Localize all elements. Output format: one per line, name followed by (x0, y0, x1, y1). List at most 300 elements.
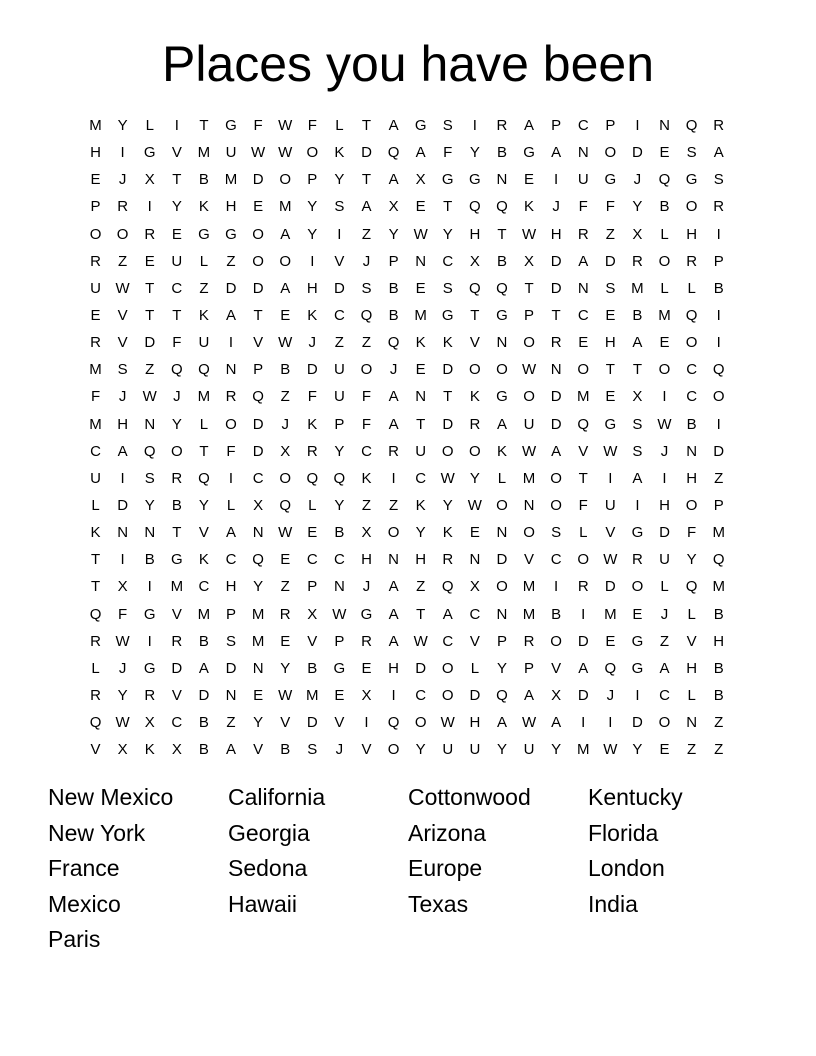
grid-letter: R (279, 605, 291, 623)
grid-letter: T (443, 198, 453, 216)
grid-letter: G (170, 551, 183, 569)
grid-letter: W (603, 442, 618, 460)
grid-letter: A (524, 687, 535, 705)
grid-letter: A (388, 415, 399, 433)
grid-letter: T (497, 225, 507, 243)
grid-letter: D (604, 252, 616, 270)
grid-letter: Y (253, 714, 264, 732)
grid-letter: O (712, 388, 725, 406)
word-list-item: California (228, 784, 326, 810)
word-list-item: Florida (588, 819, 659, 846)
grid-letter: N (577, 279, 589, 297)
grid-letter: K (524, 198, 535, 216)
grid-letter: P (713, 252, 724, 270)
grid-letter: B (198, 632, 209, 650)
grid-letter: G (469, 171, 481, 189)
grid-letter: Y (686, 551, 697, 569)
grid-letter: C (577, 307, 589, 325)
grid-letter: O (523, 524, 535, 542)
grid-row (82, 601, 732, 628)
grid-letter: D (550, 388, 562, 406)
grid-letter: W (115, 632, 130, 650)
grid-letter: Q (387, 334, 400, 352)
grid-letter: A (632, 469, 643, 487)
grid-letter: T (416, 415, 426, 433)
grid-letter: D (252, 415, 264, 433)
grid-letter: Y (442, 497, 453, 515)
grid-letter: O (225, 415, 237, 433)
grid-row (82, 221, 732, 248)
grid-letter: Z (714, 741, 724, 759)
grid-letter: A (388, 117, 399, 135)
grid-letter: M (414, 307, 427, 325)
grid-letter: Y (171, 198, 182, 216)
grid-letter: R (713, 117, 725, 135)
grid-letter: H (686, 225, 698, 243)
grid-letter: Z (118, 252, 128, 270)
grid-letter: Q (441, 578, 454, 596)
grid-letter: E (144, 252, 155, 270)
grid-letter: E (280, 307, 291, 325)
grid-letter: O (604, 144, 617, 162)
grid-letter: B (713, 659, 724, 677)
grid-letter: M (576, 741, 590, 759)
grid-letter: K (198, 198, 209, 216)
grid-letter: I (120, 144, 125, 162)
grid-letter: C (333, 551, 345, 569)
grid-letter: L (687, 605, 696, 623)
grid-letter: P (713, 497, 724, 515)
grid-letter: L (660, 225, 669, 243)
grid-letter: V (253, 741, 264, 759)
grid-letter: K (144, 741, 155, 759)
grid-letter: A (388, 605, 399, 623)
grid-letter: F (687, 524, 697, 542)
grid-letter: X (632, 388, 643, 406)
grid-letter: D (632, 714, 643, 732)
grid-letter: Z (388, 497, 399, 515)
grid-letter: U (90, 469, 101, 487)
grid-letter: S (361, 279, 372, 297)
grid-letter: G (441, 171, 454, 189)
grid-row (82, 628, 732, 655)
grid-letter: E (605, 388, 616, 406)
grid-row (82, 573, 732, 600)
grid-letter: H (117, 415, 129, 433)
grid-letter: Z (280, 578, 290, 596)
grid-letter: P (334, 415, 345, 433)
grid-letter: U (198, 334, 210, 352)
grid-letter: H (713, 632, 725, 650)
grid-letter: P (253, 361, 264, 379)
word-list-item: New York (48, 819, 146, 846)
grid-letter: V (117, 307, 128, 325)
grid-letter: C (90, 442, 101, 460)
grid-letter: A (198, 659, 209, 677)
grid-letter: S (307, 741, 318, 759)
grid-letter: R (713, 198, 725, 216)
grid-letter: X (307, 605, 318, 623)
grid-letter: P (334, 632, 345, 650)
grid-letter: T (199, 117, 209, 135)
grid-letter: O (496, 361, 508, 379)
grid-letter: O (387, 524, 400, 542)
grid-letter: W (467, 497, 482, 515)
grid-letter: L (470, 659, 480, 677)
grid-letter: W (521, 361, 537, 379)
grid-letter: H (361, 551, 372, 569)
grid-letter: A (361, 198, 372, 216)
grid-letter: I (635, 687, 640, 705)
grid-letter: N (469, 551, 481, 569)
grid-letter: R (523, 632, 535, 650)
grid-letter: U (523, 415, 535, 433)
grid-letter: G (143, 144, 156, 162)
grid-letter: E (280, 632, 291, 650)
grid-letter: D (632, 144, 643, 162)
grid-letter: O (496, 497, 508, 515)
grid-letter: T (90, 578, 101, 596)
grid-letter: R (171, 469, 183, 487)
grid-letter: I (608, 714, 613, 732)
grid-letter: O (658, 252, 671, 270)
grid-letter: O (170, 442, 183, 460)
grid-letter: Q (143, 442, 156, 460)
grid-letter: B (144, 551, 155, 569)
grid-letter: Q (170, 361, 183, 379)
grid-letter: L (660, 279, 669, 297)
grid-letter: L (497, 469, 507, 487)
grid-letter: Y (469, 469, 480, 487)
word-list-item: France (48, 855, 120, 881)
grid-letter: Y (632, 198, 643, 216)
grid-letter: I (472, 117, 477, 135)
grid-letter: X (117, 578, 128, 596)
word-list-item: Hawaii (228, 890, 298, 917)
grid-letter: K (442, 524, 453, 542)
grid-letter: E (469, 524, 480, 542)
grid-letter: A (415, 144, 426, 162)
grid-letter: L (687, 687, 696, 705)
grid-letter: C (550, 551, 562, 569)
grid-letter: J (362, 252, 371, 270)
grid-letter: Q (306, 469, 319, 487)
grid-letter: F (578, 497, 588, 515)
grid-letter: Y (144, 497, 155, 515)
grid-letter: V (578, 442, 589, 460)
grid-letter: Z (361, 225, 372, 243)
grid-letter: U (604, 497, 616, 515)
grid-letter: Y (334, 171, 345, 189)
grid-letter: C (252, 469, 264, 487)
grid-letter: H (550, 225, 562, 243)
grid-letter: V (117, 334, 128, 352)
grid-letter: V (686, 632, 697, 650)
grid-letter: M (170, 578, 184, 596)
grid-letter: E (659, 144, 670, 162)
grid-letter: G (604, 415, 617, 433)
grid-letter: A (551, 442, 562, 460)
grid-letter: S (442, 279, 453, 297)
grid-letter: D (604, 578, 616, 596)
grid-letter: N (577, 144, 589, 162)
grid-letter: A (388, 632, 399, 650)
grid-letter: K (90, 524, 101, 542)
grid-letter: L (308, 497, 317, 515)
grid-letter: G (631, 632, 644, 650)
grid-letter: S (686, 144, 697, 162)
grid-letter: V (280, 714, 291, 732)
grid-letter: E (171, 225, 182, 243)
grid-letter: D (117, 497, 129, 515)
grid-letter: R (117, 198, 129, 216)
grid-letter: Y (117, 687, 128, 705)
grid-letter: Y (442, 225, 453, 243)
grid-letter: B (388, 307, 399, 325)
grid-letter: E (415, 279, 426, 297)
grid-letter: N (496, 605, 508, 623)
grid-letter: N (686, 714, 698, 732)
grid-letter: O (550, 497, 562, 515)
grid-letter: B (198, 741, 209, 759)
grid-letter: D (225, 659, 237, 677)
grid-letter: V (361, 741, 372, 759)
grid-letter: V (171, 605, 182, 623)
grid-letter: W (440, 469, 455, 487)
grid-letter: W (521, 225, 537, 243)
grid-letter: D (252, 442, 264, 460)
grid-letter: A (226, 524, 237, 542)
grid-letter: O (306, 144, 319, 162)
grid-letter: L (579, 524, 588, 542)
grid-letter: A (496, 714, 507, 732)
grid-letter: I (147, 578, 152, 596)
grid-letter: T (605, 361, 615, 379)
grid-letter: J (660, 442, 669, 460)
grid-letter: J (552, 198, 560, 216)
grid-letter: X (361, 687, 372, 705)
grid-letter: C (225, 551, 237, 569)
grid-letter: B (280, 361, 291, 379)
grid-letter: J (362, 578, 371, 596)
grid-letter: Z (605, 225, 615, 243)
grid-letter: M (224, 171, 238, 189)
grid-letter: L (335, 117, 344, 135)
grid-letter: E (415, 198, 426, 216)
grid-letter: F (361, 415, 372, 433)
grid-row (82, 193, 732, 220)
grid-letter: H (686, 469, 698, 487)
grid-letter: E (90, 171, 101, 189)
grid-letter: I (147, 198, 152, 216)
grid-letter: O (685, 334, 698, 352)
grid-letter: L (226, 497, 236, 515)
grid-letter: D (550, 279, 562, 297)
grid-letter: F (118, 605, 128, 623)
grid-letter: M (712, 524, 725, 542)
grid-letter: I (716, 225, 721, 243)
grid-letter: N (659, 117, 670, 135)
grid-letter: T (253, 307, 263, 325)
grid-letter: P (226, 605, 237, 623)
grid-letter: W (142, 388, 157, 406)
grid-letter: O (116, 225, 129, 243)
grid-letter: X (524, 252, 535, 270)
grid-letter: B (171, 497, 182, 515)
word-list-item: Cottonwood (408, 784, 531, 810)
grid-letter: C (361, 442, 372, 460)
grid-letter: O (441, 442, 454, 460)
grid-letter: A (280, 225, 291, 243)
grid-letter: Q (387, 144, 400, 162)
grid-letter: P (496, 632, 507, 650)
grid-letter: X (280, 442, 291, 460)
grid-letter: F (90, 388, 101, 406)
grid-letter: Y (307, 225, 318, 243)
grid-letter: S (551, 524, 562, 542)
grid-letter: G (414, 117, 427, 135)
grid-letter: B (280, 741, 291, 759)
grid-letter: Z (659, 632, 670, 650)
grid-letter: H (686, 659, 698, 677)
grid-letter: E (632, 605, 643, 623)
grid-letter: P (307, 171, 318, 189)
grid-letter: G (225, 117, 237, 135)
grid-letter: A (496, 415, 507, 433)
grid-letter: Q (658, 171, 671, 189)
grid-letter: T (416, 605, 426, 623)
grid-letter: M (631, 279, 644, 297)
grid-letter: N (496, 171, 508, 189)
grid-letter: U (333, 361, 345, 379)
grid-letter: J (660, 605, 669, 623)
grid-letter: I (581, 714, 586, 732)
grid-letter: W (251, 144, 266, 162)
grid-letter: X (551, 687, 562, 705)
grid-letter: N (117, 524, 129, 542)
grid-letter: S (442, 117, 453, 135)
grid-letter: Q (333, 469, 346, 487)
grid-letter: E (415, 361, 426, 379)
grid-letter: M (712, 578, 725, 596)
grid-letter: A (388, 171, 399, 189)
grid-letter: R (90, 632, 101, 650)
grid-letter: M (251, 605, 265, 623)
grid-letter: C (442, 252, 454, 270)
puzzle-title: Places you have been (161, 36, 655, 92)
grid-letter: K (469, 388, 480, 406)
grid-letter: D (171, 659, 183, 677)
grid-letter: I (228, 334, 234, 352)
grid-letter: O (414, 714, 427, 732)
grid-letter: W (413, 225, 428, 243)
grid-letter: O (658, 361, 671, 379)
grid-letter: T (145, 279, 155, 297)
grid-letter: C (686, 388, 698, 406)
grid-letter: V (198, 524, 209, 542)
grid-letter: I (716, 307, 721, 325)
grid-letter: B (388, 279, 399, 297)
grid-letter: D (713, 442, 725, 460)
grid-letter: N (496, 524, 508, 542)
grid-letter: D (577, 632, 589, 650)
grid-letter: Z (145, 361, 155, 379)
grid-letter: R (361, 632, 372, 650)
grid-letter: U (415, 442, 427, 460)
grid-letter: W (521, 714, 537, 732)
grid-letter: N (523, 497, 535, 515)
grid-letter: D (225, 279, 237, 297)
grid-letter: D (252, 171, 264, 189)
grid-letter: R (388, 442, 399, 460)
grid-letter: I (662, 469, 667, 487)
grid-letter: Z (334, 334, 344, 352)
grid-letter: V (307, 632, 318, 650)
grid-letter: S (713, 171, 724, 189)
grid-letter: S (144, 469, 155, 487)
grid-letter: J (173, 388, 181, 406)
grid-letter: B (713, 605, 724, 623)
grid-letter: F (578, 198, 588, 216)
grid-letter: I (228, 469, 234, 487)
grid-letter: M (89, 415, 102, 433)
grid-letter: G (441, 307, 454, 325)
grid-letter: I (554, 171, 559, 189)
grid-letter: U (523, 741, 535, 759)
grid-letter: E (659, 334, 670, 352)
grid-letter: G (523, 144, 535, 162)
grid-letter: D (577, 687, 589, 705)
grid-letter: N (686, 442, 698, 460)
grid-letter: L (91, 497, 100, 515)
grid-letter: H (388, 659, 399, 677)
grid-letter: N (225, 361, 237, 379)
grid-letter: H (659, 497, 670, 515)
grid-letter: B (713, 687, 724, 705)
grid-letter: T (199, 442, 209, 460)
grid-letter: L (91, 659, 100, 677)
grid-letter: D (442, 361, 454, 379)
grid-letter: Y (415, 741, 426, 759)
grid-letter: D (306, 361, 318, 379)
grid-letter: Y (307, 198, 318, 216)
grid-letter: Q (252, 551, 264, 569)
word-list-item: Arizona (408, 819, 486, 846)
grid-letter: E (605, 632, 616, 650)
grid-letter: U (171, 252, 183, 270)
grid-letter: D (306, 714, 318, 732)
grid-letter: N (333, 578, 345, 596)
grid-letter: F (307, 388, 317, 406)
grid-letter: Z (226, 252, 236, 270)
grid-letter: D (144, 334, 156, 352)
grid-letter: R (550, 334, 562, 352)
grid-letter: F (361, 388, 372, 406)
grid-letter: D (198, 687, 210, 705)
grid-letter: J (281, 415, 289, 433)
grid-letter: C (442, 632, 454, 650)
grid-letter: N (252, 524, 264, 542)
grid-letter: K (361, 469, 372, 487)
grid-letter: C (415, 687, 427, 705)
grid-letter: C (171, 714, 183, 732)
grid-letter: E (659, 741, 670, 759)
grid-letter: C (198, 578, 210, 596)
letter-grid (82, 112, 732, 763)
grid-letter: G (143, 659, 156, 677)
grid-letter: X (469, 578, 480, 596)
grid-letter: P (388, 252, 399, 270)
